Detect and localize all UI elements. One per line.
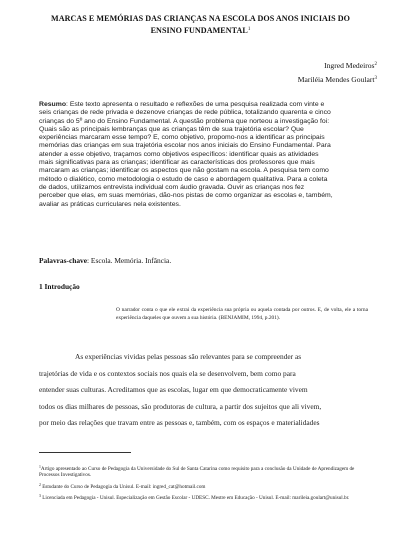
author-2: Mariléia Mendes Goulart$^3$ — [297, 75, 377, 84]
keywords-text: : Escola. Memória. Infância. — [87, 256, 172, 265]
abstract-label: Resumo — [39, 101, 67, 108]
abstract-line: de dados, utilizamos entrevista individual com áudio gravada. Ouvir as crianças nos fez — [39, 183, 305, 191]
keywords-label: Palavras-chave — [39, 256, 88, 265]
abstract — [39, 101, 368, 209]
body-line: entender suas culturas. Acreditamos que as escolas, lugar em que democraticamente vivem — [39, 385, 308, 395]
paper-title — [20, 14, 381, 36]
footnote-2: $^2$ Estudante do Curso de Pedagogia da Unisul. E-mail: ingred_cat@hotmail.com — [39, 482, 206, 490]
author-1: Ingred Medeiros$^2$ — [324, 61, 377, 70]
title-footnote-mark: 1 — [247, 26, 251, 32]
abstract-line: atender a esse objetivo, traçamos como objetivos específicos: identificar quais as atividades — [39, 150, 319, 158]
abstract-line: experiências marcaram esse tempo? E, como objetivo, propomo-nos a identificar as principais — [39, 134, 325, 142]
abstract-line: método o dialético, como metodologia o estudo de caso e abordagem qualitativa. Para a coleta — [39, 175, 328, 183]
abstract-line: seis crianças de rede privada e dezenove crianças de rede pública, totalizando quarenta e cinco — [39, 109, 331, 117]
abstract-line: avaliar as práticas curriculares nela existentes. — [39, 200, 181, 208]
footnote-3: $^3$ Licenciada em Pedagogia - Unisul. Especialização em Gestão Escolar - UDESC. Mestre em Educação - Unisul. E-mail: marileia.goulart@unisul.br. — [39, 494, 350, 502]
title-line-2: ENSINO FUNDAMENTAL$^1$ — [150, 25, 251, 35]
body-line: trajetórias de vida e os contextos sociais nos quais ela se desenvolvem, bem como para — [39, 368, 296, 378]
title-line-1: MARCAS E MEMÓRIAS DAS CRIANÇAS NA ESCOLA DOS ANOS INICIAIS DO — [51, 14, 350, 23]
section-heading: 1 Introdução — [39, 282, 80, 291]
footnote-1: $^1$Artigo apresentado ao Curso de Pedagogia da Universidade do Sul de Santa Catarina como requisito para a conclusão da Unidade de Aprendizagem de Processos Investigativos. — [39, 465, 355, 479]
body-line: todos os dias milhares de pessoas, são produtoras de cultura, a partir dos sujeitos que ali vivem, — [39, 401, 322, 411]
footnote-divider — [39, 452, 131, 453]
abstract-line: memórias das crianças em sua trajetória escolar nos anos iniciais do Ensino Fundamental. Para — [39, 142, 331, 150]
epigraph-quote: O narrador conta o que ele extrai da experiência sua própria ou aquela contada por outros. E, de volta, ele a torna experiência daqueles que ouvem a sua história. (BENJAMIM, 1994, p.201). — [116, 307, 368, 321]
abstract-line: marcaram as crianças; identificar os aspectos que não gostam na escola. A pesquisa tem como — [39, 167, 329, 175]
body-line: por meio das relações que travam entre as pessoas e, também, com os espaços e materialidades — [39, 418, 320, 428]
keywords — [39, 256, 368, 265]
abstract-line: perceber que elas, em suas memórias, dão-nos pistas de como organizar as escolas e, também, — [39, 192, 333, 200]
abstract-line: crianças do 5º ano do Ensino Fundamental. A questão problema que norteou a investigação foi: — [39, 117, 330, 125]
footnotes — [39, 464, 368, 505]
body-line: As experiências vividas pelas pessoas são relevantes para se compreender as — [75, 352, 302, 361]
abstract-line: Resumo: Este texto apresenta o resultado e reflexões de uma pesquisa realizada com vinte e — [39, 101, 325, 108]
abstract-line: Quais são as principais lembranças que as crianças têm de sua trajetória escolar? Que — [39, 125, 304, 133]
abstract-line: mais significativas para as crianças; identificar as características dos professores que mais — [39, 159, 315, 167]
author-list — [298, 58, 377, 86]
body-paragraph — [39, 349, 368, 432]
